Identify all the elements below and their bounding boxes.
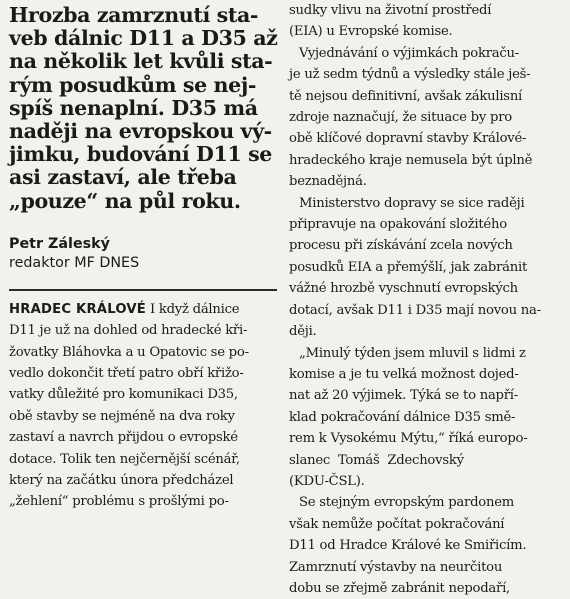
body-line: obě klíčové dopravní stavby Králové-: [289, 131, 527, 147]
body-line: D11 je už na dohled od hradecké kři-: [9, 323, 248, 339]
body-line: obě stavby se nejméně na dva roky: [9, 408, 235, 424]
body-line: vedlo dokončit třetí patro obří křižo-: [9, 366, 244, 382]
body-line: ději.: [289, 324, 317, 340]
body-line: vážné hrozbě vyschnutí evropských: [289, 281, 518, 297]
lead-line: jimku, budování D11 se: [9, 142, 273, 167]
body-line: slanec Tomáš Zdechovský: [289, 452, 464, 468]
body-line: žovatky Bláhovka a u Opatovic se po-: [9, 344, 249, 360]
body-line: však nemůže počítat pokračování: [289, 516, 505, 532]
body-line: procesu při získávání zcela nových: [289, 238, 513, 254]
body-line: připravuje na opakování složitého: [289, 217, 507, 233]
body-line: hradeckého kraje nemusela být úplně: [289, 152, 533, 168]
body-line: který na začátku února předcházel: [9, 473, 234, 489]
lead-line: „pouze“ na půl roku.: [9, 188, 241, 213]
body-line: zastaví a navrch přijdou o evropské: [9, 430, 238, 446]
right-column: [289, 0, 561, 599]
lead-line: naději na evropskou vý-: [9, 119, 272, 144]
body-line: Ministerstvo dopravy se sice raději: [299, 195, 525, 211]
lead-line: asi zastaví, ale třeba: [9, 165, 237, 190]
body-line: Se stejným evropským pardonem: [299, 495, 515, 511]
dateline: HRADEC KRÁLOVÉ: [9, 301, 147, 317]
paragraph: [289, 43, 561, 193]
body-line: dobu se zřejmě zabránit nepodaří,: [289, 580, 510, 596]
paragraph-quote: [289, 343, 561, 493]
lead-line: rým posudkům se nej-: [9, 72, 257, 97]
body-line: dotací, avšak D11 i D35 mají novou na-: [289, 302, 541, 318]
body-line: Vyjednávání o výjimkách pokraču-: [299, 45, 519, 61]
lead-line: na několik let kvůli sta-: [9, 49, 273, 74]
body-line: „žehlení“ problému s prošlými po-: [9, 494, 229, 510]
lead-line: veb dálnic D11 a D35 až: [9, 26, 278, 51]
body-line: (EIA) u Evropské komise.: [289, 24, 453, 40]
body-line: sudky vlivu na životní prostředí: [289, 3, 492, 18]
left-column: [9, 4, 277, 513]
body-line: je už sedm týdnů a výsledky stále ješ-: [289, 67, 531, 83]
body-line: tě nejsou definitivní, avšak zákulisní: [289, 88, 523, 104]
body-line: komise a je tu velká možnost dojed-: [289, 366, 519, 382]
byline: [9, 235, 277, 273]
lead-line: spíš nenaplní. D35 má: [9, 95, 258, 120]
author-role: redaktor MF DNES: [9, 254, 140, 271]
lead-headline: [9, 4, 277, 213]
body-line: (KDU-ČSL).: [289, 473, 365, 489]
body-line: vatky důležité pro komunikaci D35,: [9, 387, 238, 403]
body-line: posudků EIA a přemýšlí, jak zabránit: [289, 259, 528, 275]
body-line: nat až 20 výjimek. Týká se to napří-: [289, 388, 518, 404]
lead-line: Hrozba zamrznutí sta-: [9, 3, 259, 27]
paragraph: [289, 193, 561, 343]
body-line: dotace. Tolik ten nejčernější scénář,: [9, 451, 240, 467]
paragraph: [289, 0, 561, 43]
body-line-rest: I když dálnice: [146, 301, 240, 317]
body-line: zdroje naznačují, že situace by pro: [289, 110, 512, 126]
paragraph: [289, 492, 561, 599]
body-line: D11 od Hradce Králové ke Smiřicím.: [289, 538, 527, 554]
body-line: beznadějná.: [289, 174, 367, 190]
left-body-text: [9, 299, 277, 513]
body-line: Zamrznutí výstavby na neurčitou: [289, 559, 503, 575]
author-name: Petr Záleský: [9, 235, 110, 252]
body-line: rem k Vysokému Mýtu,“ říká europo-: [289, 431, 528, 447]
body-line: „Minulý týden jsem mluvil s lidmi z: [299, 345, 526, 361]
body-line: [9, 299, 277, 320]
body-line: klad pokračování dálnice D35 smě-: [289, 409, 516, 425]
section-divider: [9, 289, 277, 291]
